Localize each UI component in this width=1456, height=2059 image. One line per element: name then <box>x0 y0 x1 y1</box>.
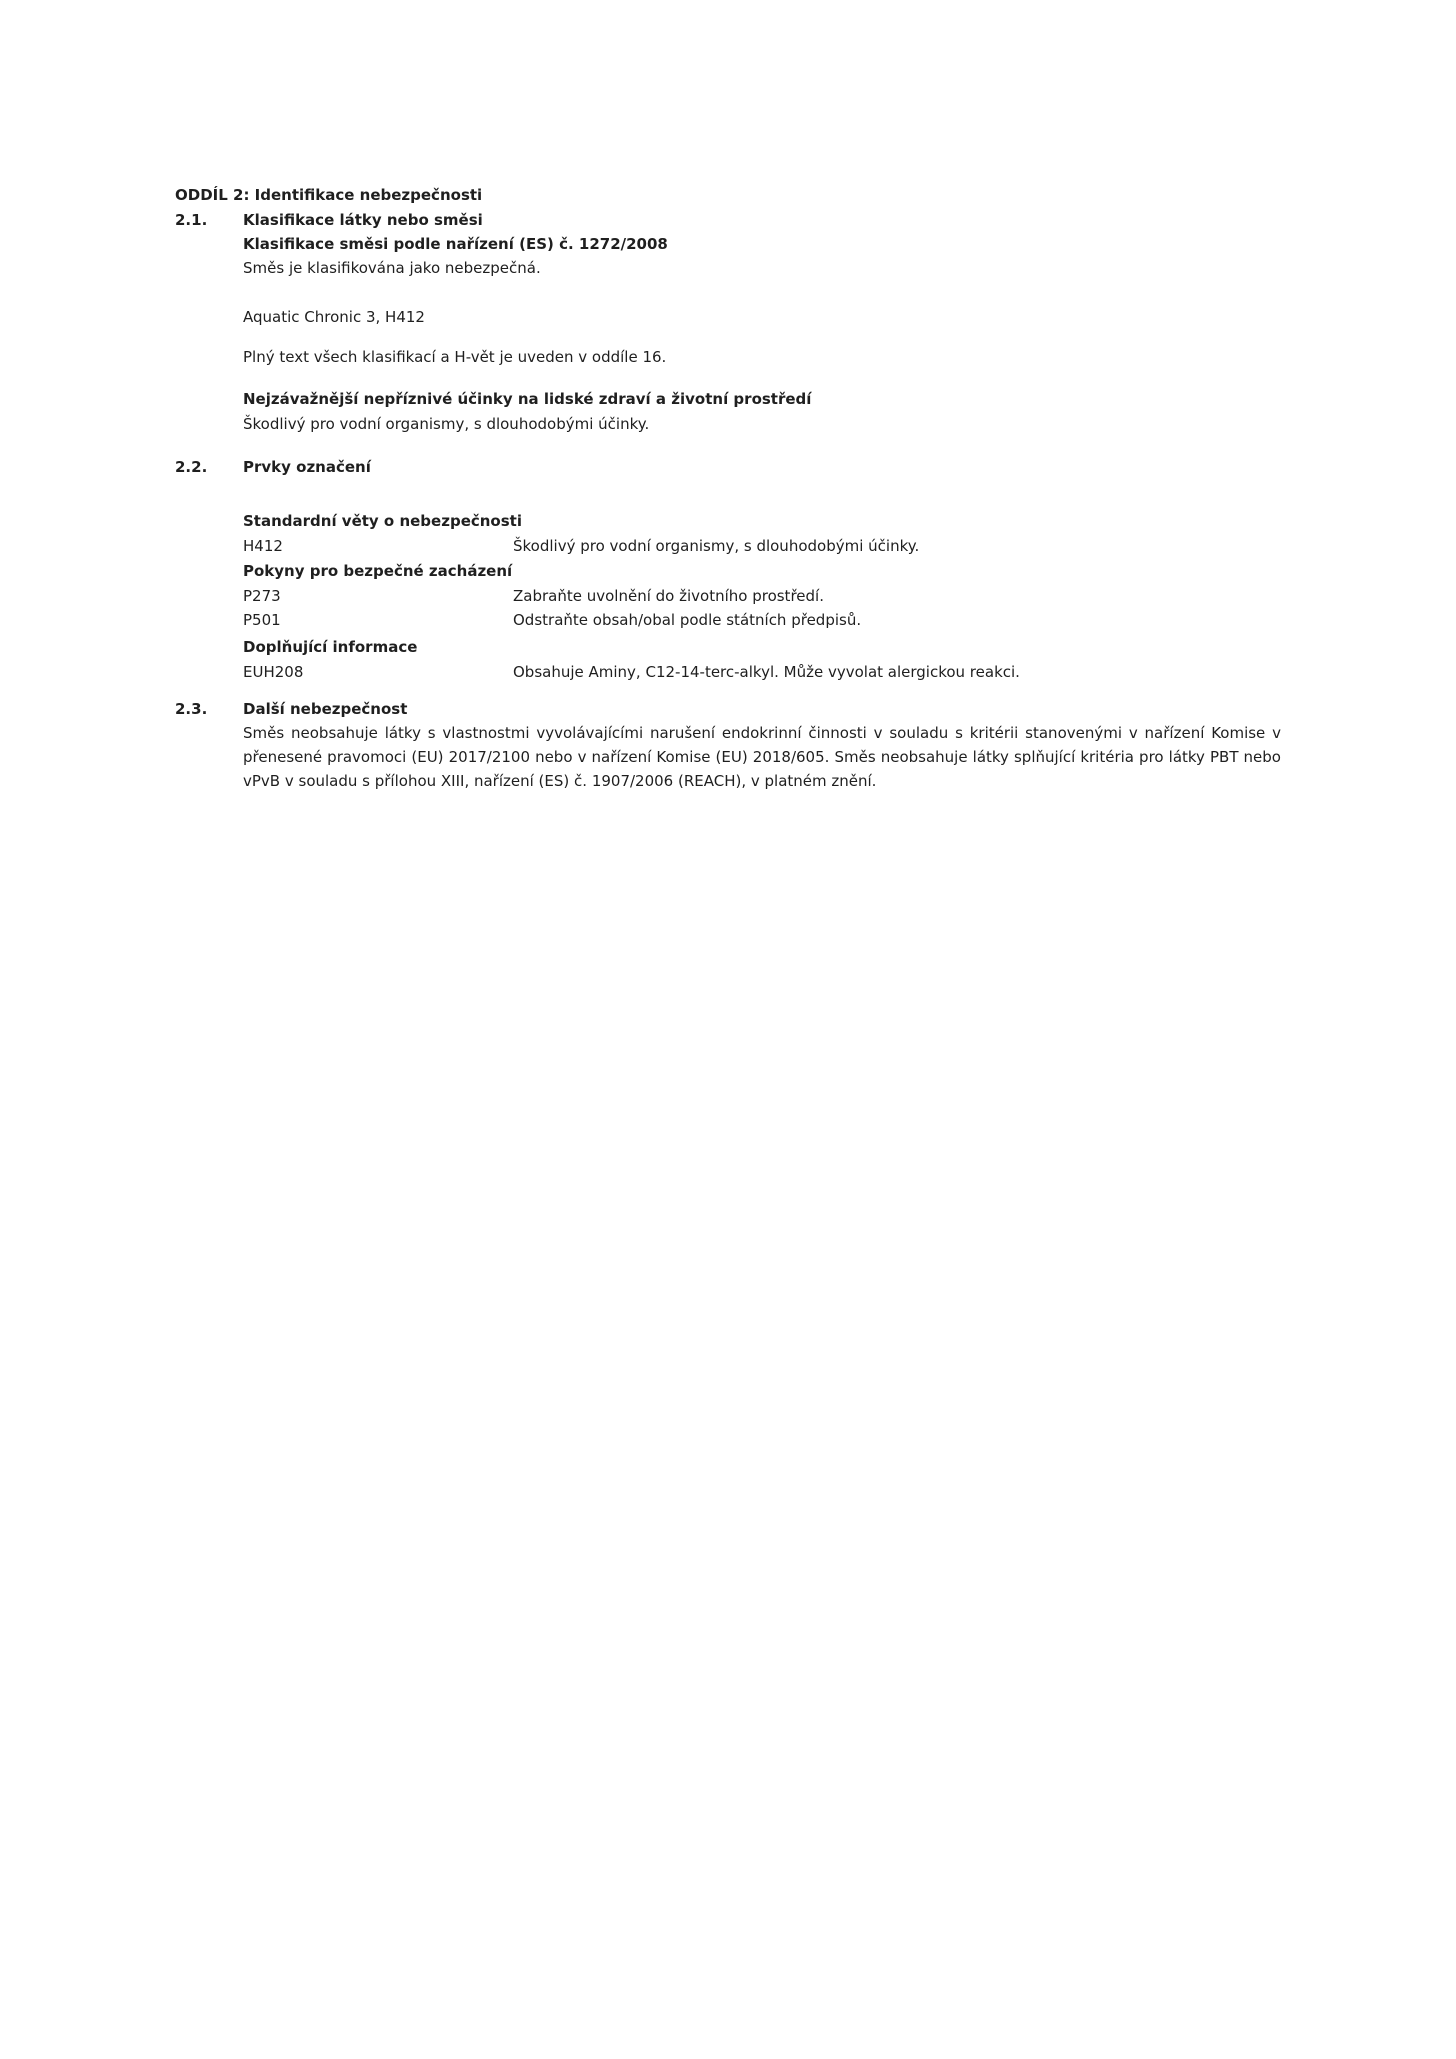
hazard-class-line: Aquatic Chronic 3, H412 <box>243 308 425 326</box>
adverse-effects-heading: Nejzávažnější nepříznivé účinky na lidské zdraví a životní prostředí <box>243 390 812 408</box>
hazard-statement-text: Škodlivý pro vodní organismy, s dlouhodobými účinky. <box>513 537 920 555</box>
subsection-2-2 <box>175 455 1281 684</box>
supplemental-statement-code: EUH208 <box>243 663 304 681</box>
adverse-effects-text: Škodlivý pro vodní organismy, s dlouhodobými účinky. <box>243 415 650 433</box>
subsection-2-3-heading: Další nebezpečnost <box>243 700 408 718</box>
precautionary-statement-row <box>243 584 1281 608</box>
classification-note: Směs je klasifikována jako nebezpečná. <box>243 259 541 277</box>
section-title: ODDÍL 2: Identifikace nebezpečnosti <box>175 186 483 204</box>
subsection-2-2-heading: Prvky označení <box>243 458 371 476</box>
precautionary-statement-text: Zabraňte uvolnění do životního prostředí. <box>513 587 824 605</box>
subsection-2-1-body <box>243 208 1281 436</box>
sds-document-page <box>175 183 1281 793</box>
subsection-2-2-body <box>243 455 1281 684</box>
precautionary-statement-row <box>243 608 1281 632</box>
subsection-2-1-number: 2.1. <box>175 211 208 229</box>
fulltext-reference-note: Plný text všech klasifikací a H-vět je uveden v oddíle 16. <box>243 348 667 366</box>
subsection-2-3 <box>175 697 1281 793</box>
subsection-2-1 <box>175 208 1281 436</box>
subsection-2-3-body <box>243 697 1281 793</box>
subsection-2-1-heading: Klasifikace látky nebo směsi <box>243 211 483 229</box>
hazard-statement-row <box>243 534 1281 558</box>
hazard-statements-heading: Standardní věty o nebezpečnosti <box>243 512 522 530</box>
subsection-2-3-number: 2.3. <box>175 700 208 718</box>
supplemental-info-heading: Doplňující informace <box>243 638 418 656</box>
subsection-2-2-number: 2.2. <box>175 458 208 476</box>
hazard-statement-code: H412 <box>243 537 283 555</box>
classification-regulation-heading: Klasifikace směsi podle nařízení (ES) č. 1272/2008 <box>243 235 668 253</box>
other-hazards-paragraph: Směs neobsahuje látky s vlastnostmi vyvolávajícími narušení endokrinní činnosti v souladu s kritérii stanovenými v nařízení Komise v přenesené pravomoci (EU) 2017/2100 nebo v nařízení Komise (EU) 2018/605. Směs neobsahuje látky splňující kritéria pro látky PBT nebo vPvB v souladu s přílohou XIII, nařízení (ES) č. 1907/2006 (REACH), v platném znění. <box>243 724 1281 790</box>
supplemental-statement-row <box>243 660 1281 684</box>
precautionary-heading: Pokyny pro bezpečné zacházení <box>243 562 513 580</box>
precautionary-statement-code: P501 <box>243 611 281 629</box>
supplemental-statement-text: Obsahuje Aminy, C12-14-terc-alkyl. Může vyvolat alergickou reakci. <box>513 663 1020 681</box>
precautionary-statement-text: Odstraňte obsah/obal podle státních předpisů. <box>513 611 862 629</box>
precautionary-statement-code: P273 <box>243 587 281 605</box>
